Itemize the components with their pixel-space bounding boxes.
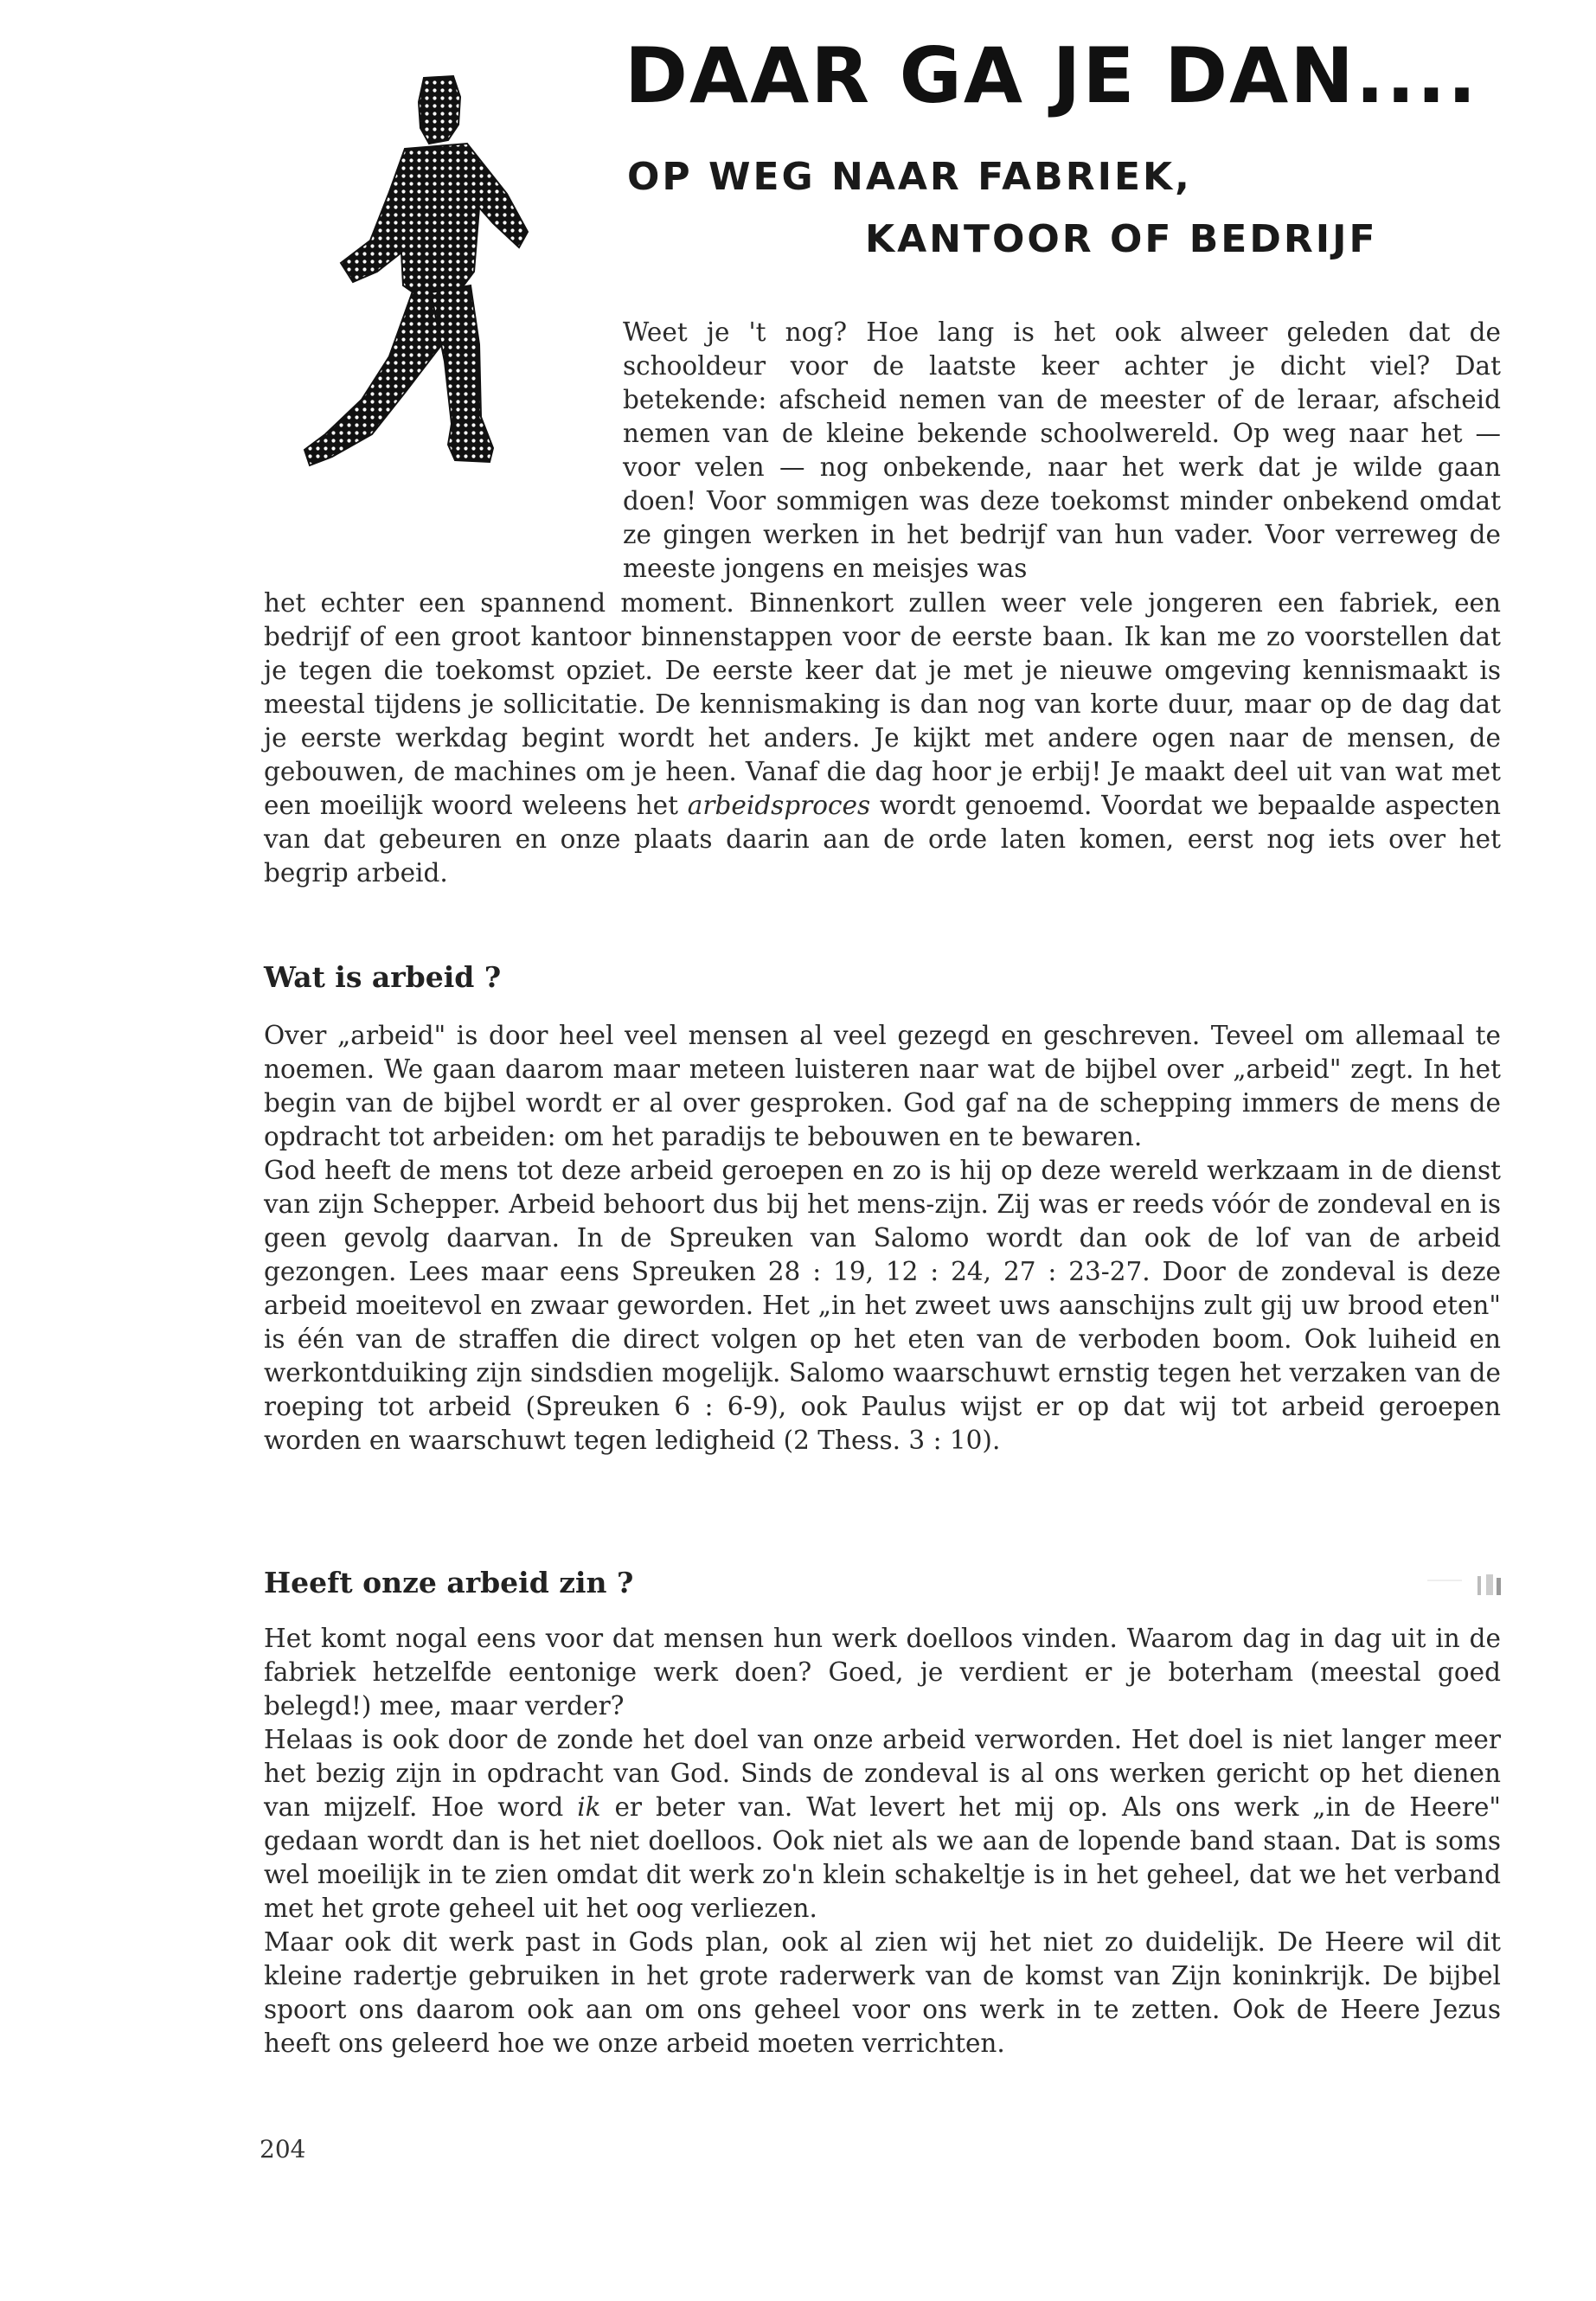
section-heading-heeft-onze-arbeid-zin: Heeft onze arbeid zin ? xyxy=(264,1566,634,1599)
section2-paragraph-2 xyxy=(264,1723,1501,1926)
section1-paragraph-1: Over „arbeid" is door heel veel mensen al veel gezegd en geschreven. Teveel om allemaal te noemen. We gaan daarom maar meteen luisteren naar wat de bijbel over „arbeid" zegt. In het begin van de bijbel wordt er al over gesproken. God gaf na de schepping immers de mens de opdracht tot arbeiden: om het paradijs te bebouwen en te bewaren. xyxy=(264,1021,1501,1151)
intro-emphasis: arbeidsproces xyxy=(687,791,871,820)
intro-text-a: het echter een spannend moment. Binnenkort zullen weer vele jongeren een fabriek, een bedrijf of een groot kantoor binnenstappen voor de eerste baan. Ik kan me zo voorstellen dat je tegen die toekomst opziet. De eerste keer dat je met je nieuwe omgeving kennismaakt is meestal tijdens je sollicitatie. De kennismaking is dan nog van korte duur, maar op de dag dat je eerste werkdag begint wordt het anders. Je kijkt met andere ogen naar de mensen, de gebouwen, de machines om je heen. Vanaf die dag hoor je erbij! Je maakt deel uit van wat met een moeilijk woord weleens het xyxy=(264,588,1501,820)
page-number: 204 xyxy=(260,2135,306,2163)
section1-paragraph-2: God heeft de mens tot deze arbeid geroepen en zo is hij op deze wereld werkzaam in de dienst van zijn Schepper. Arbeid behoort dus bij het mens-zijn. Zij was er reeds vóór de zondeval en is geen gevolg daarvan. In de Spreuken van Salomo wordt dan ook de lof van de arbeid gezongen. Lees maar eens Spreuken 28 : 19, 12 : 24, 27 : 23-27. Door de zondeval is deze arbeid moeitevol en zwaar geworden. Het „in het zweet uws aanschijns zult gij uw brood eten" is één van de straffen die direct volgen op het eten van de verboden boom. Ook luiheid en werkontduiking zijn sindsdien mogelijk. Salomo waarschuwt ernstig tegen het verzaken van de roeping tot arbeid (Spreuken 6 : 6-9), ook Paulus wijst er op dat wij tot arbeid geroepen worden en waarschuwt tegen ledigheid (2 Thess. 3 : 10). xyxy=(264,1156,1501,1455)
page-subtitle-line2: KANTOOR OF BEDRIJF xyxy=(865,217,1378,261)
page-subtitle-line1: OP WEG NAAR FABRIEK, xyxy=(627,155,1192,199)
section2-text-a: Helaas is ook door de zonde het doel van onze arbeid verworden. Het doel is niet langer meer het bezig zijn in opdracht van God. Sinds de zondeval is al ons werken gericht op het dienen van mijzelf. Hoe word xyxy=(264,1725,1501,1822)
section2-emphasis: ik xyxy=(577,1792,601,1822)
section-wat-is-arbeid xyxy=(264,1019,1501,1458)
walking-man-icon xyxy=(275,71,535,478)
section2-text-b: er beter van. Wat levert het mij op. Als ons werk „in de Heere" gedaan wordt dan is het niet doelloos. Ook niet als we aan de lopende band staan. Dat is soms wel moeilijk in te zien omdat dit werk zo'n klein schakeltje is in het geheel, dat we het verband met het grote geheel uit het oog verliezen. xyxy=(264,1792,1501,1923)
section-heeft-onze-arbeid-zin xyxy=(264,1622,1501,2061)
section2-paragraph-3: Maar ook dit werk past in Gods plan, ook al zien wij het niet zo duidelijk. De Heere wil dit kleine radertje gebruiken in het grote raderwerk van de komst van Zijn koninkrijk. De bijbel spoort ons daarom ook aan om ons geheel voor ons werk in te zetten. Ook de Heere Jezus heeft ons geleerd hoe we onze arbeid moeten verrichten. xyxy=(264,1927,1501,2058)
section-heading-wat-is-arbeid: Wat is arbeid ? xyxy=(264,960,502,994)
intro-paragraph-part2 xyxy=(264,586,1501,890)
intro-paragraph-part1: Weet je 't nog? Hoe lang is het ook alweer geleden dat de schooldeur voor de laatste keer achter je dicht viel? Dat betekende: afscheid nemen van de meester of de leraar, afscheid nemen van de kleine bekende schoolwereld. Op weg naar het — voor velen — nog onbekende, naar het werk dat je wilde gaan doen! Voor sommigen was deze toekomst minder onbekend omdat ze gingen werken in het bedrijf van hun vader. Voor verreweg de meeste jongens en meisjes was xyxy=(623,317,1501,583)
page-title: DAAR GA JE DAN.... xyxy=(625,31,1478,120)
intro-text-b: wordt genoemd. Voordat we bepaalde aspecten van dat gebeuren en onze plaats daarin aan de orde laten komen, eerst nog iets over het begrip arbeid. xyxy=(264,791,1502,888)
section2-paragraph-1: Het komt nogal eens voor dat mensen hun werk doelloos vinden. Waarom dag in dag uit in de fabriek hetzelfde eentonige werk doen? Goed, je verdient er je boterham (meestal goed belegd!) mee, maar verder? xyxy=(264,1624,1501,1721)
intro-text xyxy=(264,586,1501,890)
scan-artifact-icon xyxy=(1375,1573,1505,1597)
